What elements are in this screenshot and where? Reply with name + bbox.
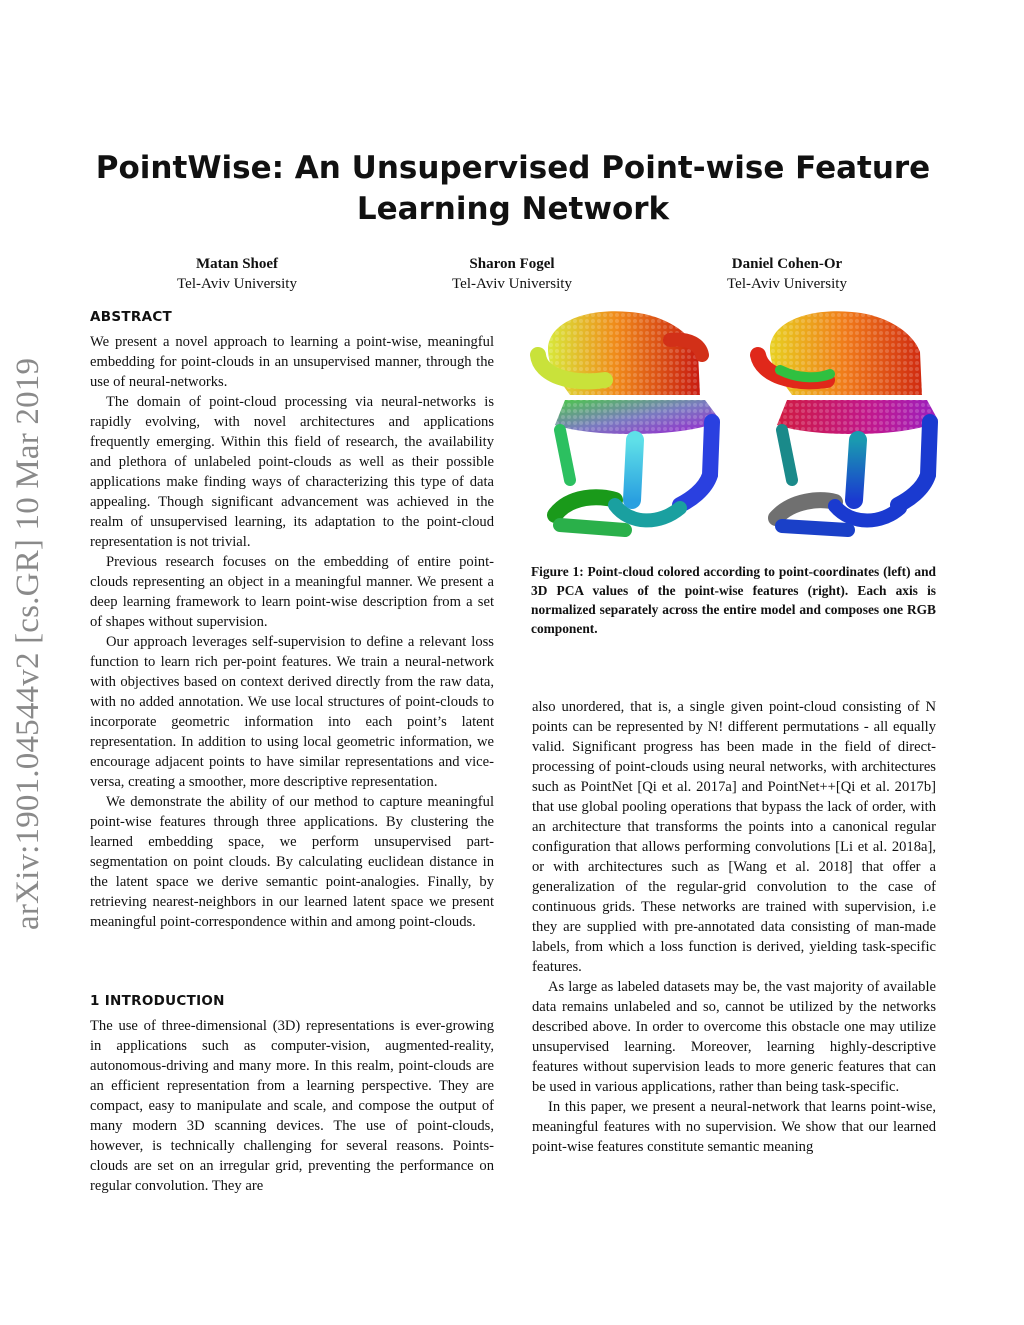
intro-paragraph: In this paper, we present a neural-network that learns point-wise, meaningful features with no supervision. We show that our learned point-wise features constitute semantic meaning [532, 1099, 936, 1155]
abstract-paragraph: We present a novel approach to learning a point-wise, meaningful embedding for point-clouds in an unsupervised manner, through the use of neural-networks. [90, 334, 494, 390]
abstract-body [90, 332, 494, 932]
author-block [392, 254, 632, 294]
left-chair-point-cloud [538, 311, 720, 530]
abstract-heading: ABSTRACT [90, 309, 173, 325]
intro-paragraph: also unordered, that is, a single given point-cloud consisting of N points can be represented by N! different permutations - all equally valid. Significant progress has been made in the field of direct-processing of point-clouds using neural networks, with architectures such as PointNet [Qi et al. 2017a] and PointNet++[Qi et al. 2017b] that use global pooling operations that bypass the lack of order, with an architecture that transforms the points into a canonical regular configuration that allows performing convolutions [Li et al. 2018a], or with architectures such as [Wang et al. 2018] that offer a generalization of the regular-grid convolution to the case of continuous grids. These networks are trained with supervision, i.e they are supplied with pre-annotated data consisting of man-made labels, from which a loss function is derived, yielding task-specific features. [532, 699, 936, 975]
author-affiliation: Tel-Aviv University [727, 276, 847, 292]
intro-paragraph: The use of three-dimensional (3D) representations is ever-growing in applications such as computer-vision, augmented-reality, autonomous-driving and many more. In this realm, point-clouds are an efficient representation from a learning perspective. They are compact, easy to manipulate and scale, and compose the output of many modern 3D scanning devices. The use of point-clouds, however, is technically challenging for several reasons. Points-clouds are set on an irregular grid, preventing the performance on regular convolution. They are [90, 1018, 494, 1194]
author-affiliation: Tel-Aviv University [452, 276, 572, 292]
abstract-paragraph: Our approach leverages self-supervision to define a relevant loss function to learn rich per-point features. We train a neural-network with objectives based on context derived directly from the raw data, with no added annotation. We use local structures of point-clouds to incorporate geometric information into each point’s latent representation. In addition to using local geometric information, we encourage adjacent points to have similar representations and vice-versa, creating a smoother, more descriptive representation. [90, 634, 494, 790]
author-block [667, 254, 907, 294]
intro-paragraph: As large as labeled datasets may be, the vast majority of available data remains unlabeled and so, cannot be utilized by the networks described above. In order to overcome this obstacle one may utilize unsupervised learning. Moreover, learning highly-descriptive features without supervision leads to more generic features that can be used in various applications, rather than being task-specific. [532, 979, 936, 1095]
abstract-paragraph: The domain of point-cloud processing via neural-networks is rapidly evolving, with novel architectures and applications frequently emerging. Within this field of research, the availability and plethora of unlabeled point-clouds as well as their possible applications make finding ways of characterizing this type of data appealing. Though significant advancement was achieved in the realm of unsupervised learning, its adaptation to the point-cloud representation is not trivial. [90, 394, 494, 550]
author-affiliation: Tel-Aviv University [177, 276, 297, 292]
author-name: Sharon Fogel [469, 256, 555, 272]
author-block [117, 254, 357, 294]
figure-caption: Figure 1: Point-cloud colored according to point-coordinates (left) and 3D PCA values of the point-wise features (right). Each axis is normalized separately across the entire model and composes one RGB component. [531, 564, 936, 636]
author-name: Daniel Cohen-Or [731, 256, 843, 272]
paper-title: PointWise: An Unsupervised Point-wise Feature Learning Network [95, 150, 931, 227]
right-chair-point-cloud [758, 311, 938, 530]
point-cloud-figure [530, 300, 938, 545]
introduction-left-column [90, 1016, 494, 1196]
abstract-paragraph: We demonstrate the ability of our method to capture meaningful point-wise features through three applications. By clustering the learned embedding space, we perform unsupervised part-segmentation on point clouds. By calculating euclidean distance in the latent space we derive semantic point-analogies. Finally, by retrieving nearest-neighbors in our learned latent space we present meaningful point-correspondence within and among point-clouds. [90, 794, 494, 930]
author-name: Matan Shoef [195, 256, 279, 272]
introduction-heading: 1 INTRODUCTION [90, 993, 225, 1009]
abstract-paragraph: Previous research focuses on the embedding of entire point-clouds representing an object in a meaningful manner. We present a deep learning framework to learn point-wise description from a set of shapes without supervision. [90, 554, 494, 630]
introduction-right-column [532, 697, 936, 1157]
arxiv-identifier: arXiv:1901.04544v2 [cs.GR] 10 Mar 2019 [10, 357, 46, 930]
